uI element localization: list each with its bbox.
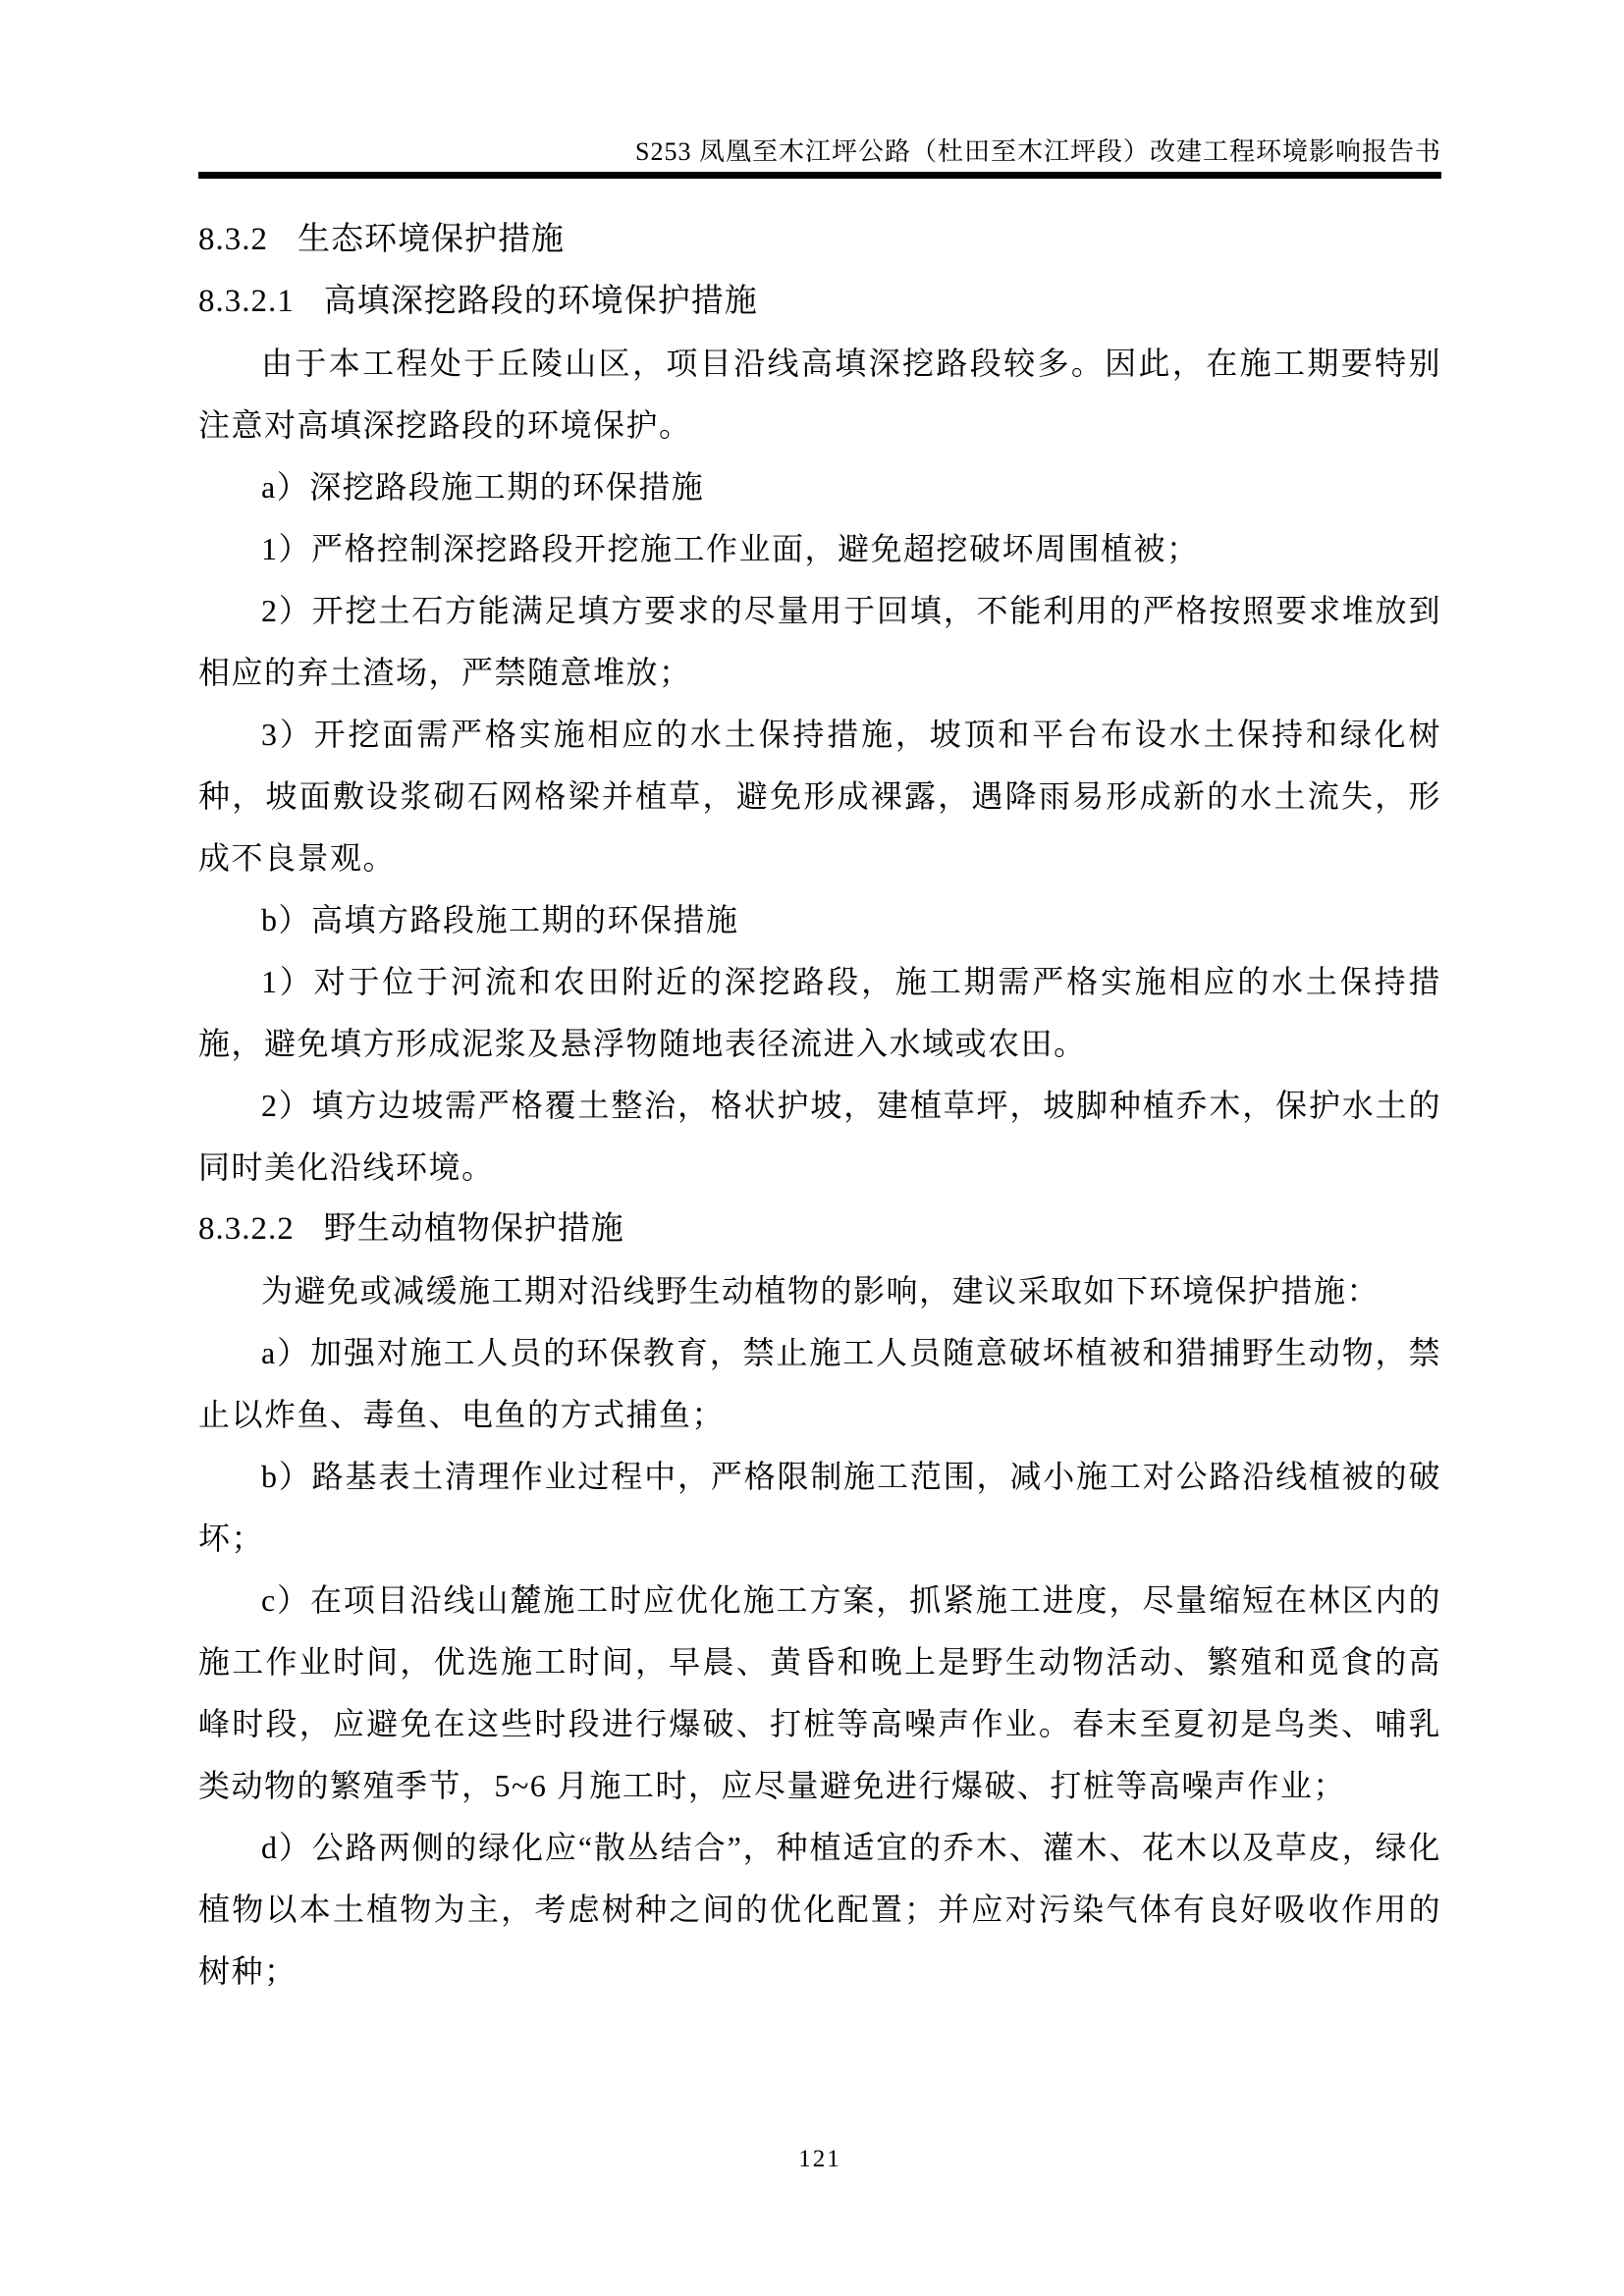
- page-content: [198, 0, 1441, 2296]
- section-heading-8-3-2-2: [198, 1199, 1441, 1260]
- list-item-1: 1）对于位于河流和农田附近的深挖路段，施工期需严格实施相应的水土保持措施，避免填方形成泥浆及悬浮物随地表径流进入水域或农田。: [198, 964, 1441, 1061]
- list-item-2: 2）填方边坡需严格覆土整治，格状护坡，建植草坪，坡脚种植乔木，保护水土的同时美化沿线环境。: [198, 1088, 1441, 1185]
- section-heading-8-3-2: [198, 209, 1441, 271]
- list-item-a: a）加强对施工人员的环保教育，禁止施工人员随意破坏植被和猎捕野生动物，禁止以炸鱼、毒鱼、电鱼的方式捕鱼；: [198, 1335, 1441, 1432]
- list-item-a: a）深挖路段施工期的环保措施: [261, 469, 705, 505]
- list-item-3: 3）开挖面需严格实施相应的水土保持措施，坡顶和平台布设水土保持和绿化树种，坡面敷设浆砌石网格梁并植草，避免形成裸露，遇降雨易形成新的水土流失，形成不良景观。: [198, 717, 1441, 876]
- list-item-b: b）路基表土清理作业过程中，严格限制施工范围，减小施工对公路沿线植被的破坏；: [198, 1459, 1441, 1556]
- page-footer: [198, 2146, 1441, 2173]
- list-item-b: b）高填方路段施工期的环保措施: [261, 902, 739, 937]
- document-body: [198, 209, 1441, 2002]
- header-rule: [198, 172, 1441, 179]
- list-item-d: d）公路两侧的绿化应“散丛结合”，种植适宜的乔木、灌木、花木以及草皮，绿化植物以本土植物为主，考虑树种之间的优化配置；并应对污染气体有良好吸收作用的树种；: [198, 1830, 1441, 1989]
- section-title: 生态环境保护措施: [298, 222, 565, 257]
- section-title: 高填深挖路段的环境保护措施: [323, 284, 758, 319]
- list-item-1: 1）严格控制深挖路段开挖施工作业面，避免超挖破坏周围植被；: [261, 531, 1200, 566]
- section-number: 8.3.2.1: [198, 284, 295, 319]
- page-number: 121: [798, 2146, 841, 2172]
- list-item-c: c）在项目沿线山麓施工时应优化施工方案，抓紧施工进度，尽量缩短在林区内的施工作业时间，优选施工时间，早晨、黄昏和晚上是野生动物活动、繁殖和觅食的高峰时段，应避免在这些时段进行爆破、打桩等高噪声作业。春末至夏初是鸟类、哺乳类动物的繁殖季节，5~6 月施工时，应尽量避免进行爆破、打桩等高噪声作业；: [198, 1582, 1441, 1803]
- list-item-2: 2）开挖土石方能满足填方要求的尽量用于回填，不能利用的严格按照要求堆放到相应的弃土渣场，严禁随意堆放；: [198, 593, 1441, 690]
- header-title: S253 凤凰至木江坪公路（杜田至木江坪段）改建工程环境影响报告书: [635, 137, 1441, 166]
- paragraph: 为避免或减缓施工期对沿线野生动植物的影响，建议采取如下环境保护措施：: [261, 1273, 1380, 1308]
- section-number: 8.3.2.2: [198, 1211, 295, 1247]
- section-heading-8-3-2-1: [198, 271, 1441, 333]
- section-number: 8.3.2: [198, 222, 268, 257]
- paragraph: 由于本工程处于丘陵山区，项目沿线高填深挖路段较多。因此，在施工期要特别注意对高填深挖路段的环境保护。: [198, 346, 1441, 443]
- section-title: 野生动植物保护措施: [323, 1211, 624, 1247]
